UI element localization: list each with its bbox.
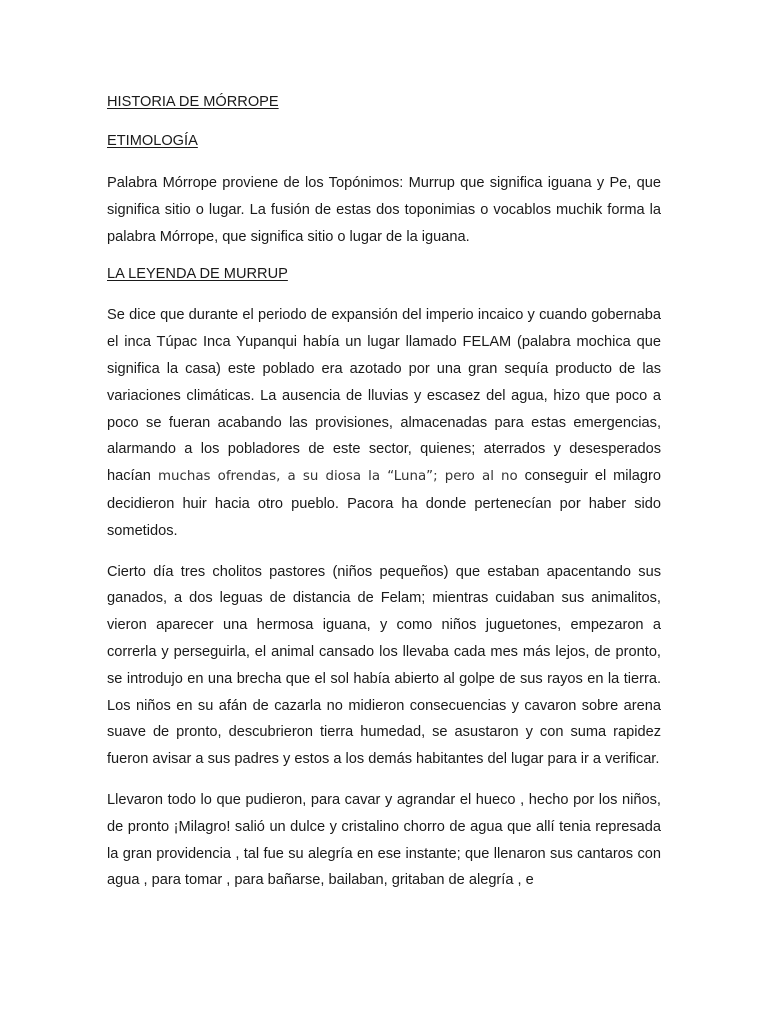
section-heading-etymology: ETIMOLOGÍA bbox=[107, 133, 198, 149]
legend-paragraph-1 bbox=[107, 302, 661, 544]
legend-paragraph-1-part-3: conseguir el milagro decidieron huir hacia otro pueblo. Pacora ha donde pertenecían por haber sido sometidos. bbox=[107, 468, 661, 539]
legend-paragraph-2: Cierto día tres cholitos pastores (niños pequeños) que estaban apacentando sus ganados, a dos leguas de distancia de Felam; mientras cuidaban sus animalitos, vieron aparecer una hermosa iguana, y como niños juguetones, empezaron a correrla y perseguirla, el animal cansado los llevaba cada mes más lejos, de pronto, se introdujo en una brecha que el sol había abierto al golpe de sus rayos en la tierra. Los niños en su afán de cazarla no midieron consecuencias y cavaron sobre arena suave de pronto, descubrieron tierra humedad, se asustaron y con suma rapidez fueron avisar a sus padres y estos a los demás habitantes del lugar para ir a verificar. bbox=[107, 563, 661, 768]
document-title: HISTORIA DE MÓRROPE bbox=[107, 94, 279, 110]
section-heading-legend: LA LEYENDA DE MURRUP bbox=[107, 266, 288, 283]
etymology-paragraph: Palabra Mórrope proviene de los Topónimos: Murrup que significa iguana y Pe, que significa sitio o lugar. La fusión de estas dos toponimias o vocablos muchik forma la palabra Mórrope, que significa sitio o lugar de la iguana. bbox=[107, 175, 661, 245]
legend-paragraph-3: Llevaron todo lo que pudieron, para cavar y agrandar el hueco , hecho por los niños, de pronto ¡Milagro! salió un dulce y cristalino chorro de agua que allí tenia represada la gran providencia , tal fue su alegría en ese instante; que llenaron sus cantaros con agua , para tomar , para bañarse, bailaban, gritaban de alegría , e bbox=[107, 791, 661, 889]
legend-paragraph-1-part-2: muchas ofrendas, a su diosa la “Luna”; pero al no bbox=[150, 469, 518, 485]
document-body bbox=[107, 92, 661, 894]
legend-paragraph-1-part-1: Se dice que durante el periodo de expansión del imperio incaico y cuando gobernaba el inca Túpac Inca Yupanqui había un lugar llamado FELAM (palabra mochica que significa la casa) este poblado era azotado por una gran sequía producto de las variaciones climáticas. La ausencia de lluvias y escasez del agua, hizo que poco a poco se fueran acabando las provisiones, almacenadas para estas emergencias, alarmando a los pobladores de este sector, quienes; aterrados y desesperados hacían bbox=[107, 307, 661, 485]
